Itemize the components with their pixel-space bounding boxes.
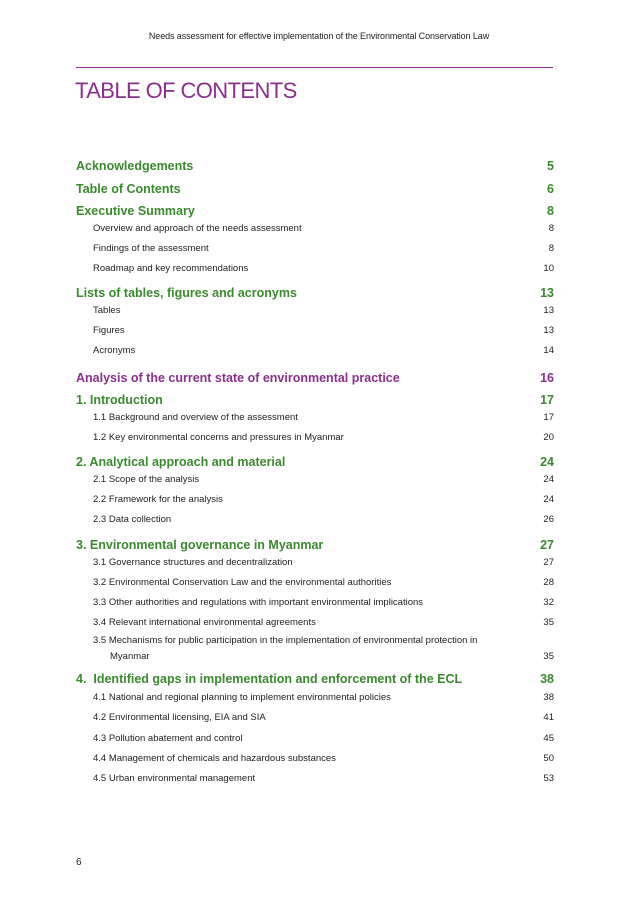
toc-subentry[interactable] (76, 733, 554, 744)
toc-entry-page: 24 (540, 455, 554, 469)
toc-subentry[interactable] (76, 432, 554, 443)
toc-entry-environmental-governance[interactable] (76, 538, 554, 552)
toc-subentry[interactable] (76, 773, 554, 784)
toc-entry-page: 13 (543, 305, 554, 316)
toc-entry-label: Overview and approach of the needs assessment (93, 223, 302, 234)
toc-entry-page: 17 (543, 412, 554, 423)
toc-entry-label-line: 3.5 Mechanisms for public participation in the implementation of environmental protection in (93, 635, 478, 646)
toc-subentry[interactable] (76, 305, 554, 316)
toc-entry-page: 14 (543, 345, 554, 356)
toc-subentry[interactable] (76, 692, 554, 703)
toc-entry-label: 4.2 Environmental licensing, EIA and SIA (93, 712, 266, 723)
toc-subentry[interactable] (76, 514, 554, 525)
toc-entry-page: 26 (543, 514, 554, 525)
toc-subentry[interactable] (76, 597, 554, 608)
toc-entry-label: Executive Summary (76, 204, 195, 218)
toc-subentry[interactable] (76, 712, 554, 723)
toc-entry-label: 3.4 Relevant international environmental agreements (93, 617, 316, 628)
toc-entry-acknowledgements[interactable] (76, 159, 554, 173)
toc-entry-page: 8 (548, 243, 554, 254)
toc-subentry[interactable] (76, 494, 554, 505)
toc-entry-label: Lists of tables, figures and acronyms (76, 286, 297, 300)
toc-subentry[interactable] (76, 617, 554, 628)
toc-entry-label: 2.1 Scope of the analysis (93, 474, 200, 485)
toc-entry-page: 50 (543, 753, 554, 764)
toc-entry-page: 8 (548, 223, 554, 234)
toc-entry-page: 5 (547, 159, 554, 173)
toc-entry-page: 27 (543, 557, 554, 568)
toc-entry-label-continuation: Myanmar (110, 651, 150, 662)
toc-subentry[interactable] (76, 633, 554, 665)
toc-entry-label: Tables (93, 305, 121, 316)
toc-entry-label: 3.1 Governance structures and decentralization (93, 557, 293, 568)
toc-entry-page: 45 (543, 733, 554, 744)
toc-subentry[interactable] (76, 325, 554, 336)
toc-entry-page: 41 (543, 712, 554, 723)
toc-entry-label: Acronyms (93, 345, 136, 356)
toc-entry-executive-summary[interactable] (76, 204, 554, 218)
toc-subentry[interactable] (76, 243, 554, 254)
toc-entry-page: 17 (540, 393, 554, 407)
toc-subentry[interactable] (76, 474, 554, 485)
toc-entry-page: 20 (543, 432, 554, 443)
toc-entry-label (76, 633, 513, 665)
toc-entry-label: Findings of the assessment (93, 243, 209, 254)
toc-subentry[interactable] (76, 223, 554, 234)
toc-entry-analysis[interactable] (76, 371, 554, 385)
toc-entry-label: 1. Introduction (76, 393, 163, 407)
toc-entry-label: 4. Identified gaps in implementation and enforcement of the ECL (76, 672, 463, 686)
toc-entry-table-of-contents[interactable] (76, 182, 554, 196)
toc-entry-label: 4.3 Pollution abatement and control (93, 733, 243, 744)
toc-entry-page: 35 (543, 617, 554, 628)
page-number: 6 (76, 857, 82, 868)
toc-subentry[interactable] (76, 577, 554, 588)
toc-entry-label: Figures (93, 325, 125, 336)
toc-entry-label: 2.3 Data collection (93, 514, 172, 525)
toc-entry-label: 2. Analytical approach and material (76, 455, 286, 469)
toc-entry-page: 24 (543, 474, 554, 485)
toc-entry-page: 6 (547, 182, 554, 196)
toc-entry-page: 13 (540, 286, 554, 300)
toc-entry-label: Analysis of the current state of environmental practice (76, 371, 400, 385)
toc-subentry[interactable] (76, 263, 554, 274)
toc-entry-label: 1.1 Background and overview of the assessment (93, 412, 298, 423)
toc-entry-label: 4.4 Management of chemicals and hazardous substances (93, 753, 336, 764)
page-title: TABLE OF CONTENTS (75, 78, 297, 103)
toc-entry-page: 38 (540, 672, 554, 686)
toc-entry-identified-gaps[interactable] (76, 672, 554, 686)
toc-entry-label: Roadmap and key recommendations (93, 263, 249, 274)
running-header: Needs assessment for effective implementation of the Environmental Conservation Law (148, 31, 490, 41)
toc-entry-page: 32 (543, 597, 554, 608)
toc-entry-label: 3.3 Other authorities and regulations with important environmental implications (93, 597, 424, 608)
toc-entry-label: 2.2 Framework for the analysis (93, 494, 223, 505)
toc-entry-page: 10 (543, 263, 554, 274)
toc-entry-page: 8 (547, 204, 554, 218)
toc-entry-page: 27 (540, 538, 554, 552)
toc-subentry[interactable] (76, 753, 554, 764)
toc-entry-label: 1.2 Key environmental concerns and pressures in Myanmar (93, 432, 344, 443)
toc-entry-page: 16 (540, 371, 554, 385)
toc-entry-introduction[interactable] (76, 393, 554, 407)
toc-entry-lists[interactable] (76, 286, 554, 300)
toc-entry-label: 4.5 Urban environmental management (93, 773, 256, 784)
header-rule (76, 67, 553, 68)
toc-entry-page: 53 (543, 773, 554, 784)
toc-entry-label: Acknowledgements (76, 159, 194, 173)
toc-subentry[interactable] (76, 345, 554, 356)
toc-entry-page: 35 (543, 651, 554, 662)
toc-entry-page: 13 (543, 325, 554, 336)
toc-entry-label: 4.1 National and regional planning to implement environmental policies (93, 692, 391, 703)
toc-entry-analytical-approach[interactable] (76, 455, 554, 469)
toc-subentry[interactable] (76, 412, 554, 423)
toc-entry-page: 28 (543, 577, 554, 588)
toc-entry-label: 3. Environmental governance in Myanmar (76, 538, 324, 552)
toc-entry-label: Table of Contents (76, 182, 181, 196)
toc-entry-label: 3.2 Environmental Conservation Law and the environmental authorities (93, 577, 392, 588)
toc-subentry[interactable] (76, 557, 554, 568)
toc-entry-page: 38 (543, 692, 554, 703)
toc-entry-page: 24 (543, 494, 554, 505)
